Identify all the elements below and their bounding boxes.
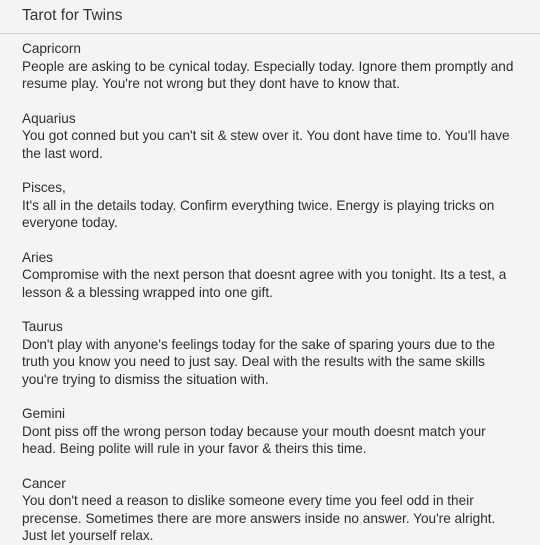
horoscope-entry-capricorn [22, 40, 522, 93]
header-divider [0, 33, 540, 34]
sign-reading: People are asking to be cynical today. Especially today. Ignore them promptly and resume play. You're not wrong but they dont have to know that. [22, 58, 514, 91]
horoscope-entry-gemini [22, 405, 522, 458]
horoscope-entry-aquarius [22, 110, 522, 163]
sign-reading: Compromise with the next person that doesnt agree with you tonight. Its a test, a lesson & a blessing wrapped into one gift. [22, 267, 507, 300]
sign-reading: You don't need a reason to dislike someone every time you feel odd in their precense. Sometimes there are more answers inside no answer. You're alright. Just let yourself relax. [22, 493, 496, 543]
sign-reading: It's all in the details today. Confirm everything twice. Energy is playing tricks on everyone today. [22, 197, 495, 230]
note-body[interactable] [22, 40, 522, 545]
sign-name: Gemini [22, 406, 66, 421]
sign-name: Capricorn [22, 41, 81, 56]
sign-name: Pisces, [22, 180, 66, 195]
sign-reading: Dont piss off the wrong person today because your mouth doesnt match your head. Being polite will rule in your favor & theirs this time. [22, 423, 486, 456]
note-title: Tarot for Twins [22, 7, 123, 24]
sign-name: Taurus [22, 319, 63, 334]
horoscope-entry-cancer [22, 475, 522, 545]
horoscope-entry-aries [22, 249, 522, 302]
horoscope-entry-taurus [22, 318, 522, 388]
sign-name: Cancer [22, 475, 66, 491]
horoscope-entry-pisces [22, 179, 522, 232]
sign-reading: You got conned but you can't sit & stew over it. You dont have time to. You'll have the last word. [22, 128, 510, 161]
sign-name: Aries [22, 249, 53, 265]
note-header [0, 0, 540, 34]
sign-name: Aquarius [22, 110, 76, 126]
sign-reading: Don't play with anyone's feelings today for the sake of sparing yours due to the truth you know you need to just say. Deal with the results with the same skills you're trying to dismiss the situation with. [22, 336, 495, 387]
